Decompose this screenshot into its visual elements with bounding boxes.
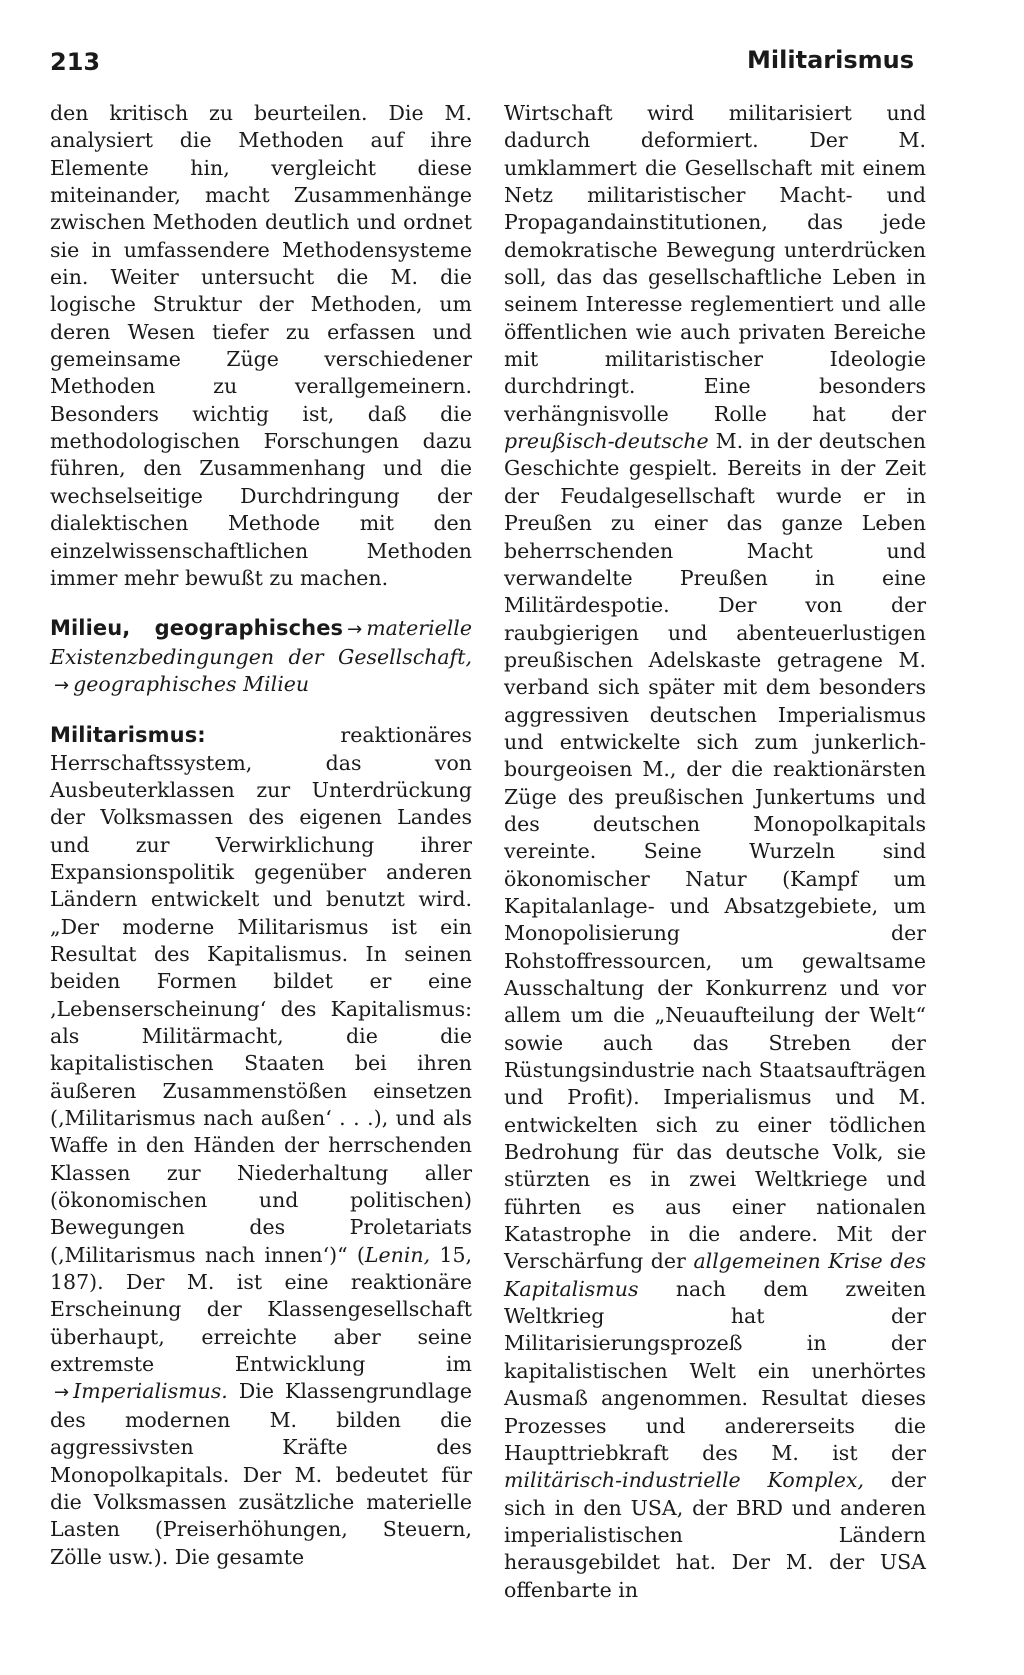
right-column bbox=[504, 100, 926, 1604]
entry-text: Die Klassengrundlage des modernen M. bilden die aggressivsten Kräfte des Monopolkapitals. Der M. bedeutet für die Volksmassen zusätzliche materielle Lasten (Preiserhöhungen, Steuern, Zölle usw.). Die gesamte bbox=[50, 1379, 472, 1569]
entry-milieu bbox=[50, 615, 472, 699]
entry-text: der sich in den USA, der BRD und anderen imperialistischen Ländern herausgebildet hat. Der M. der USA offenbarte in bbox=[504, 1468, 926, 1602]
page-number: 213 bbox=[50, 48, 101, 76]
entry-continuation bbox=[504, 100, 926, 1604]
italic-term-militaerisch-industrieller-komplex: militärisch-industrielle Komplex, bbox=[504, 1468, 864, 1493]
cross-reference-arrow-icon: → bbox=[347, 619, 363, 641]
continuation-paragraph: den kritisch zu beurteilen. Die M. analysiert die Methoden auf ihre Elemente hin, vergleicht diese miteinander, macht Zusammenhänge zwischen Methoden deutlich und ordnet sie in umfassendere Methodensysteme ein. Weiter untersucht die M. die logische Struktur der Methoden, um deren Wesen tiefer zu erfassen und gemeinsame Züge verschiedener Methoden zu verallgemeinern. Besonders wichtig ist, daß die methodologischen Forschungen dazu führen, den Zusammenhang und die wechselseitige Durchdringung der dialektischen Methode mit den einzelwissenschaftlichen Methoden immer mehr bewußt zu machen. bbox=[50, 101, 472, 590]
citation-lenin: Lenin, bbox=[364, 1242, 431, 1267]
cross-reference-arrow-icon: → bbox=[54, 674, 70, 696]
entry-text: Wirtschaft wird militarisiert und dadurch deformiert. Der M. umklammert die Gesellschaft mit einem Netz militaristischer Macht- und Propagandainstitutionen, das jede demokratische Bewegung unterdrücken soll, das das gesellschaftliche Leben in seinem Interesse reglementiert und alle öffentlichen wie auch privaten Bereiche mit militaristischer Ideologie durchdringt. Eine besonders verhängnisvolle Rolle hat der bbox=[504, 101, 926, 426]
left-column bbox=[50, 100, 472, 1571]
running-head: Militarismus bbox=[747, 46, 914, 74]
cross-reference-arrow-icon: → bbox=[54, 1382, 70, 1404]
headword-militarismus: Militarismus: bbox=[50, 723, 206, 748]
entry-text: reaktionäres Herrschaftssystem, das von Ausbeuterklassen zur Unterdrückung der Volksmassen des eigenen Landes und zur Verwirklichung ihrer Expansionspolitik gegenüber anderen Ländern entwickelt und benutzt wird. „Der moderne Militarismus ist ein Resultat des Kapitalismus. In seinen beiden Formen bildet er eine ‚Lebenserscheinung‘ des Kapitalismus: als Militärmacht, die die kapitalistischen Staaten bei ihren äußeren Zusammenstößen einsetzen (‚Militarismus nach außen‘ . . .), und als Waffe in den Händen der herrschenden Klassen zur Niederhaltung aller (ökonomischen und politischen) Bewegungen des Proletariats (‚Militarismus nach innen‘)“ ( bbox=[50, 723, 472, 1267]
italic-term-allgemeine-krise: allgemeinen Krise des Kapitalismus bbox=[504, 1249, 926, 1301]
entry-text: nach dem zweiten Weltkrieg hat der Militarisierungsprozeß in der kapitalistischen Welt ein unerhörtes Ausmaß angenommen. Resultat dieses Prozesses und andererseits die Haupttriebkraft des M. ist der bbox=[504, 1276, 926, 1465]
entry-text: 15, 187). Der M. ist eine reaktionäre Erscheinung der Klassengesellschaft überhaupt, erreichte aber seine extremste Entwicklung im bbox=[50, 1242, 472, 1377]
entry-text: M. in der deutschen Geschichte gespielt. Bereits in der Zeit der Feudalgesellschaft wurde er in Preußen zu einer das ganze Leben beherrschenden Macht und verwandelte Preußen in eine Militärdespotie. Der von der raubgierigen und abenteuerlustigen preußischen Adelskaste getragene M. verband sich später mit dem besonders aggressiven deutschen Imperialismus und entwickelte sich zum junkerlich-bourgeoisen M., der die reaktionärsten Züge des preußischen Junkertums und des deutschen Monopolkapitals vereinte. Seine Wurzeln sind ökonomischer Natur (Kampf um Kapitalanlage- und Absatzgebiete, um Monopolisierung der Rohstoffressourcen, um gewaltsame Ausschaltung der Konkurrenz und vor allem um die „Neuaufteilung der Welt“ sowie auch das Streben der Rüstungsindustrie nach Staatsaufträgen und Profit). Imperialismus und M. entwickelten sich zu einer tödlichen Bedrohung für das deutsche Volk, sie stürzten es in zwei Weltkriege und führten es aus einer nationalen Katastrophe in die andere. Mit der Verschärfung der bbox=[504, 429, 926, 1274]
italic-term-preussisch-deutsche: preußisch-deutsche bbox=[504, 429, 709, 454]
headword-milieu: Milieu, geographisches bbox=[50, 616, 344, 641]
cross-reference-geographisches-milieu[interactable]: geographisches Milieu bbox=[73, 671, 310, 696]
entry-militarismus bbox=[50, 722, 472, 1571]
cross-reference-imperialismus[interactable]: Imperialismus. bbox=[73, 1379, 228, 1404]
cross-reference-materielle-existenzbedingungen[interactable]: materielle Existenzbedingungen der Gesellschaft, bbox=[50, 616, 472, 669]
